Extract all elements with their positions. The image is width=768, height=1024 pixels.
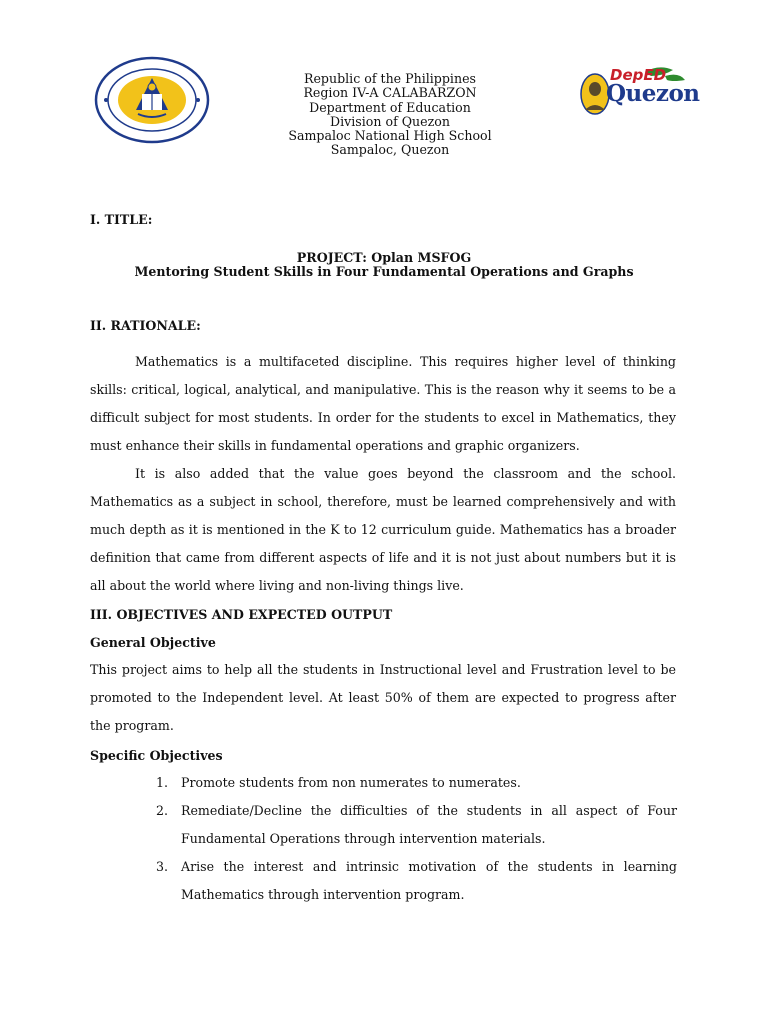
list-item: 3. Arise the interest and intrinsic motivation of the students in learning Mathematics through intervention program.: [156, 859, 677, 902]
specific-objectives-heading: Specific Objectives: [90, 748, 223, 763]
specific-objectives-list: [152, 769, 677, 909]
letterhead-line: Sampaloc National High School: [288, 128, 492, 144]
letterhead-line: Republic of the Philippines: [303, 71, 476, 86]
rationale-heading: II. RATIONALE:: [90, 318, 201, 333]
logo-main-text: Quezon: [606, 80, 700, 107]
list-item: 2. Remediate/Decline the difficulties of the students in all aspect of Four Fundamental Operations through intervention materials.: [156, 803, 677, 846]
letterhead: [230, 72, 550, 158]
rationale-paragraph-2: It is also added that the value goes beyond the classroom and the school. Mathematics as a subject in school, therefore, must be learned comprehensively and with much depth as it is mentioned in the K to 12 curriculum guide. Mathematics has a broader definition that came from different aspects of life and it is not just about numbers but it is all about the world where living and non-living things live.: [90, 466, 676, 593]
rationale-paragraph-1: Mathematics is a multifaceted discipline. This requires higher level of thinking skills: critical, logical, analytical, and manipulative. This is the reason why it seems to be a difficult subject for most students. In order for the students to excel in Mathematics, they must enhance their skills in fundamental operations and graphic organizers.: [90, 354, 676, 453]
letterhead-line: Sampaloc, Quezon: [330, 142, 450, 158]
letterhead-line: Division of Quezon: [330, 113, 450, 129]
objectives-heading: III. OBJECTIVES AND EXPECTED OUTPUT: [90, 607, 393, 622]
letterhead-line: Department of Education: [309, 99, 471, 115]
logo-top-text: DepED: [610, 66, 667, 84]
general-objective-heading: General Objective: [90, 635, 216, 650]
title-heading: I. TITLE:: [90, 212, 153, 227]
list-item: 1. Promote students from non numerates to numerates.: [156, 775, 521, 790]
project-name: PROJECT: Oplan MSFOG: [296, 250, 472, 265]
deped-seal-logo: [94, 56, 210, 144]
project-subtitle: Mentoring Student Skills in Four Fundamental Operations and Graphs: [134, 264, 634, 279]
letterhead-line: Region IV-A CALABARZON: [303, 85, 477, 101]
general-objective-text: This project aims to help all the students in Instructional level and Frustration level to be promoted to the Independent level. At least 50% of them are expected to progress after the program.: [90, 662, 676, 733]
